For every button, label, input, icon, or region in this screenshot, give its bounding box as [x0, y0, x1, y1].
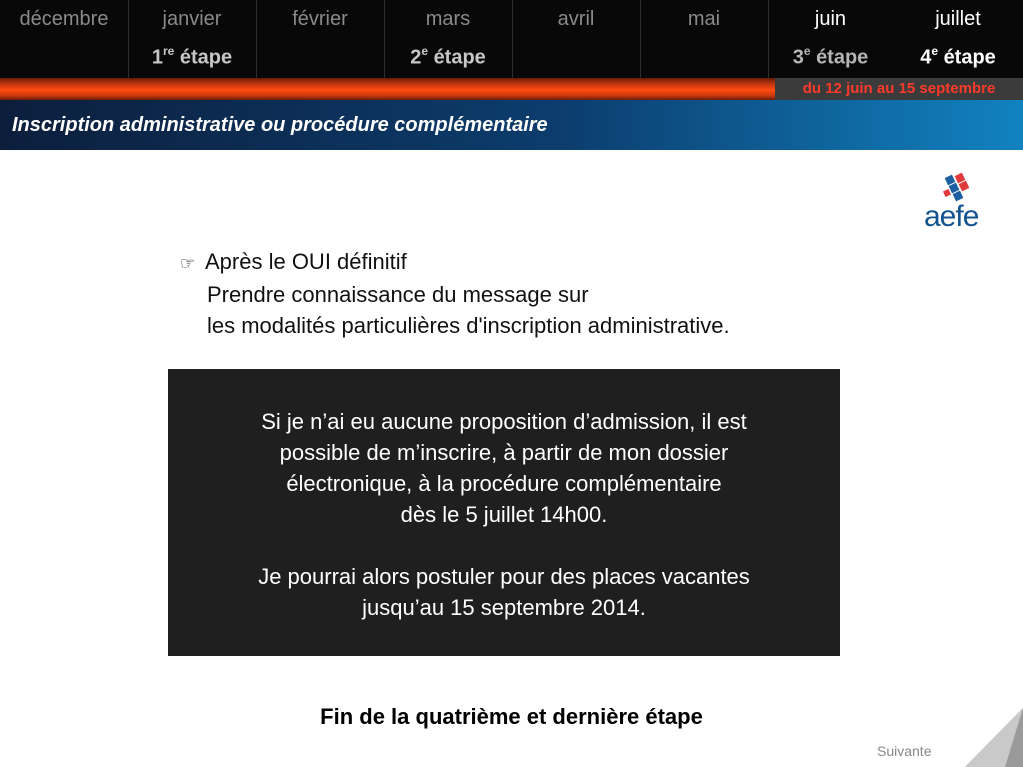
month-label: avril	[557, 8, 595, 30]
instruction-note	[180, 246, 730, 341]
aefe-logo-text: aefe	[924, 200, 979, 233]
note-line: les modalités particulières d'inscription administrative.	[207, 313, 730, 338]
month-label: mai	[687, 8, 721, 30]
month-column-janvier	[128, 0, 256, 78]
timeline-bar	[0, 0, 1023, 78]
info-paragraph	[168, 406, 840, 530]
info-box	[168, 369, 840, 656]
month-label: juillet	[935, 8, 981, 30]
step-1-label: 1re étape	[151, 44, 233, 69]
info-line: Si je n’ai eu aucune proposition d’admission, il est	[261, 409, 747, 434]
note-lead-line: ☞ Après le OUI définitif	[180, 246, 730, 279]
month-column-mai	[640, 0, 768, 78]
step-2-label: 2e étape	[410, 44, 486, 69]
month-column-mars	[384, 0, 512, 78]
info-line: jusqu’au 15 septembre 2014.	[362, 595, 646, 620]
info-line: possible de m’inscrire, à partir de mon dossier	[279, 440, 729, 465]
info-paragraph	[168, 561, 840, 623]
info-line: Je pourrai alors postuler pour des places vacantes	[258, 564, 750, 589]
month-column-decembre	[0, 0, 128, 78]
title-bar	[0, 100, 1023, 150]
final-step-heading: Fin de la quatrième et dernière étape	[320, 704, 703, 729]
page-corner-next-icon[interactable]	[965, 708, 1023, 767]
step-4-label: 4e étape	[920, 44, 996, 69]
info-line: dès le 5 juillet 14h00.	[400, 502, 608, 527]
note-line: Prendre connaissance du message sur	[207, 282, 589, 307]
next-link[interactable]: Suivante	[877, 743, 932, 759]
month-column-juillet	[893, 0, 1023, 78]
month-column-juin	[768, 0, 893, 78]
month-label: janvier	[162, 8, 222, 30]
info-line: électronique, à la procédure complémentaire	[286, 471, 722, 496]
pointing-hand-icon: ☞	[180, 254, 196, 273]
month-label: décembre	[19, 8, 109, 30]
month-label: mars	[425, 8, 471, 30]
step-3-label: 3e étape	[792, 44, 869, 69]
month-label: juin	[814, 8, 847, 30]
page-title: Inscription administrative ou procédure complémentaire	[12, 114, 548, 136]
period-badge: du 12 juin au 15 septembre	[775, 78, 1023, 100]
month-column-avril	[512, 0, 640, 78]
month-column-fevrier	[256, 0, 384, 78]
progress-stripe	[0, 78, 775, 100]
month-label: février	[292, 8, 348, 30]
